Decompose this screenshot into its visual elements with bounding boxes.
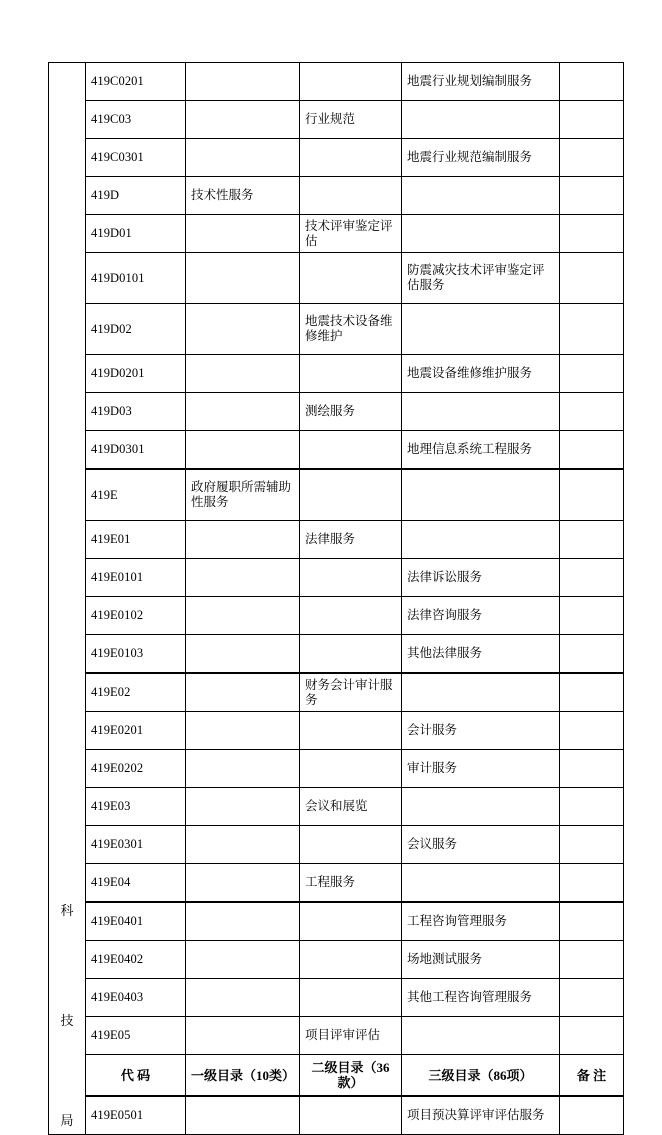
cell-level1 bbox=[186, 304, 300, 355]
cell-note bbox=[560, 139, 624, 177]
department-column bbox=[49, 63, 86, 1135]
cell-note bbox=[560, 253, 624, 304]
cell-level2: 法律服务 bbox=[300, 521, 402, 559]
cell-note bbox=[560, 788, 624, 826]
cell-level1 bbox=[186, 673, 300, 712]
cell-code: 419D03 bbox=[86, 393, 186, 431]
cell-note bbox=[560, 597, 624, 635]
cell-level1 bbox=[186, 355, 300, 393]
cell-level1 bbox=[186, 597, 300, 635]
cell-code: 419C0301 bbox=[86, 139, 186, 177]
table-row bbox=[49, 1017, 624, 1055]
cell-code: 419E0103 bbox=[86, 635, 186, 674]
table-header-row bbox=[49, 1055, 624, 1097]
cell-level2 bbox=[300, 635, 402, 674]
cell-level1 bbox=[186, 559, 300, 597]
cell-level2: 会议和展览 bbox=[300, 788, 402, 826]
cell-note bbox=[560, 101, 624, 139]
cell-level2 bbox=[300, 559, 402, 597]
cell-level1 bbox=[186, 431, 300, 470]
cell-level1: 政府履职所需辅助性服务 bbox=[186, 469, 300, 521]
table-row bbox=[49, 826, 624, 864]
cell-level3: 项目预决算评审评估服务 bbox=[402, 1096, 560, 1135]
table-row bbox=[49, 788, 624, 826]
cell-code: 419D0101 bbox=[86, 253, 186, 304]
header-level3: 三级目录（86项） bbox=[402, 1055, 560, 1097]
table-row bbox=[49, 177, 624, 215]
table-row bbox=[49, 355, 624, 393]
cell-level3 bbox=[402, 788, 560, 826]
cell-level2 bbox=[300, 597, 402, 635]
table-row bbox=[49, 673, 624, 712]
cell-level3 bbox=[402, 393, 560, 431]
table-row bbox=[49, 253, 624, 304]
cell-level3 bbox=[402, 304, 560, 355]
cell-note bbox=[560, 1017, 624, 1055]
cell-level2 bbox=[300, 712, 402, 750]
cell-level3: 防震减灾技术评审鉴定评估服务 bbox=[402, 253, 560, 304]
cell-level2 bbox=[300, 469, 402, 521]
cell-note bbox=[560, 750, 624, 788]
cell-note bbox=[560, 215, 624, 253]
department-char: 科 bbox=[60, 902, 74, 918]
cell-level3: 法律咨询服务 bbox=[402, 597, 560, 635]
cell-code: 419E02 bbox=[86, 673, 186, 712]
cell-level2 bbox=[300, 750, 402, 788]
table-row bbox=[49, 63, 624, 101]
cell-code: 419E0501 bbox=[86, 1096, 186, 1135]
cell-level1 bbox=[186, 788, 300, 826]
cell-level1 bbox=[186, 902, 300, 941]
cell-code: 419E0201 bbox=[86, 712, 186, 750]
cell-level2 bbox=[300, 63, 402, 101]
cell-note bbox=[560, 304, 624, 355]
cell-level3: 场地测试服务 bbox=[402, 941, 560, 979]
table-row bbox=[49, 101, 624, 139]
cell-level3 bbox=[402, 673, 560, 712]
cell-note bbox=[560, 673, 624, 712]
cell-level3: 法律诉讼服务 bbox=[402, 559, 560, 597]
cell-level1 bbox=[186, 635, 300, 674]
cell-level2 bbox=[300, 826, 402, 864]
cell-level3 bbox=[402, 1017, 560, 1055]
cell-level2: 测绘服务 bbox=[300, 393, 402, 431]
table-row bbox=[49, 559, 624, 597]
cell-level3: 会议服务 bbox=[402, 826, 560, 864]
cell-level3: 地震设备维修维护服务 bbox=[402, 355, 560, 393]
cell-level2 bbox=[300, 902, 402, 941]
cell-level2 bbox=[300, 253, 402, 304]
cell-code: 419E0301 bbox=[86, 826, 186, 864]
service-catalog-table bbox=[48, 62, 624, 1135]
cell-code: 419D0201 bbox=[86, 355, 186, 393]
cell-level1 bbox=[186, 1017, 300, 1055]
cell-level2: 项目评审评估 bbox=[300, 1017, 402, 1055]
cell-code: 419E0401 bbox=[86, 902, 186, 941]
cell-code: 419D02 bbox=[86, 304, 186, 355]
cell-level1 bbox=[186, 979, 300, 1017]
table-row bbox=[49, 941, 624, 979]
cell-note bbox=[560, 864, 624, 903]
cell-level2 bbox=[300, 979, 402, 1017]
cell-level2: 财务会计审计服务 bbox=[300, 673, 402, 712]
cell-code: 419D bbox=[86, 177, 186, 215]
cell-level3: 地理信息系统工程服务 bbox=[402, 431, 560, 470]
table-row bbox=[49, 393, 624, 431]
cell-level2: 地震技术设备维修维护 bbox=[300, 304, 402, 355]
cell-level1 bbox=[186, 521, 300, 559]
cell-level2 bbox=[300, 355, 402, 393]
table-row bbox=[49, 712, 624, 750]
cell-note bbox=[560, 469, 624, 521]
cell-level1 bbox=[186, 712, 300, 750]
cell-note bbox=[560, 941, 624, 979]
table-row bbox=[49, 750, 624, 788]
cell-code: 419E0403 bbox=[86, 979, 186, 1017]
department-char: 局 bbox=[60, 1112, 74, 1128]
cell-level1 bbox=[186, 253, 300, 304]
cell-code: 419E01 bbox=[86, 521, 186, 559]
cell-level2 bbox=[300, 1096, 402, 1135]
cell-note bbox=[560, 902, 624, 941]
cell-level3: 其他工程咨询管理服务 bbox=[402, 979, 560, 1017]
cell-level3 bbox=[402, 864, 560, 903]
cell-note bbox=[560, 1096, 624, 1135]
cell-code: 419C0201 bbox=[86, 63, 186, 101]
cell-level2: 工程服务 bbox=[300, 864, 402, 903]
header-note: 备 注 bbox=[560, 1055, 624, 1097]
cell-code: 419E0202 bbox=[86, 750, 186, 788]
cell-level3 bbox=[402, 101, 560, 139]
cell-note bbox=[560, 712, 624, 750]
table-row bbox=[49, 902, 624, 941]
table-row bbox=[49, 521, 624, 559]
cell-note bbox=[560, 635, 624, 674]
cell-note bbox=[560, 521, 624, 559]
cell-level1 bbox=[186, 63, 300, 101]
cell-level3 bbox=[402, 215, 560, 253]
table-row bbox=[49, 597, 624, 635]
cell-level1 bbox=[186, 215, 300, 253]
cell-note bbox=[560, 393, 624, 431]
cell-code: 419E03 bbox=[86, 788, 186, 826]
table-row bbox=[49, 304, 624, 355]
cell-level3 bbox=[402, 469, 560, 521]
cell-code: 419D01 bbox=[86, 215, 186, 253]
cell-level1 bbox=[186, 750, 300, 788]
table-row bbox=[49, 431, 624, 470]
table-row bbox=[49, 139, 624, 177]
cell-note bbox=[560, 559, 624, 597]
cell-note bbox=[560, 826, 624, 864]
cell-level3 bbox=[402, 521, 560, 559]
cell-level2 bbox=[300, 431, 402, 470]
cell-note bbox=[560, 177, 624, 215]
catalog-table-body bbox=[49, 63, 624, 1135]
cell-level3: 工程咨询管理服务 bbox=[402, 902, 560, 941]
cell-level1 bbox=[186, 941, 300, 979]
department-char: 技 bbox=[60, 1012, 74, 1028]
cell-level1: 技术性服务 bbox=[186, 177, 300, 215]
cell-code: 419E0101 bbox=[86, 559, 186, 597]
cell-level1 bbox=[186, 864, 300, 903]
cell-code: 419E bbox=[86, 469, 186, 521]
table-row bbox=[49, 635, 624, 674]
cell-code: 419D0301 bbox=[86, 431, 186, 470]
cell-level3: 会计服务 bbox=[402, 712, 560, 750]
cell-code: 419E0102 bbox=[86, 597, 186, 635]
cell-level2 bbox=[300, 941, 402, 979]
header-level1: 一级目录（10类） bbox=[186, 1055, 300, 1097]
cell-code: 419E05 bbox=[86, 1017, 186, 1055]
cell-level2 bbox=[300, 177, 402, 215]
cell-level1 bbox=[186, 1096, 300, 1135]
cell-level2 bbox=[300, 139, 402, 177]
cell-level1 bbox=[186, 139, 300, 177]
cell-level2: 技术评审鉴定评估 bbox=[300, 215, 402, 253]
cell-level3 bbox=[402, 177, 560, 215]
cell-level3: 地震行业规划编制服务 bbox=[402, 63, 560, 101]
cell-code: 419E0402 bbox=[86, 941, 186, 979]
header-code: 代 码 bbox=[86, 1055, 186, 1097]
table-row bbox=[49, 979, 624, 1017]
cell-note bbox=[560, 979, 624, 1017]
cell-level1 bbox=[186, 393, 300, 431]
table-row bbox=[49, 469, 624, 521]
header-level2: 二级目录（36款） bbox=[300, 1055, 402, 1097]
table-row bbox=[49, 864, 624, 903]
cell-level3: 地震行业规范编制服务 bbox=[402, 139, 560, 177]
cell-level1 bbox=[186, 826, 300, 864]
cell-code: 419E04 bbox=[86, 864, 186, 903]
cell-level1 bbox=[186, 101, 300, 139]
cell-note bbox=[560, 63, 624, 101]
cell-level3: 审计服务 bbox=[402, 750, 560, 788]
cell-note bbox=[560, 355, 624, 393]
table-row bbox=[49, 215, 624, 253]
cell-level2: 行业规范 bbox=[300, 101, 402, 139]
table-row bbox=[49, 1096, 624, 1135]
cell-note bbox=[560, 431, 624, 470]
cell-code: 419C03 bbox=[86, 101, 186, 139]
cell-level3: 其他法律服务 bbox=[402, 635, 560, 674]
